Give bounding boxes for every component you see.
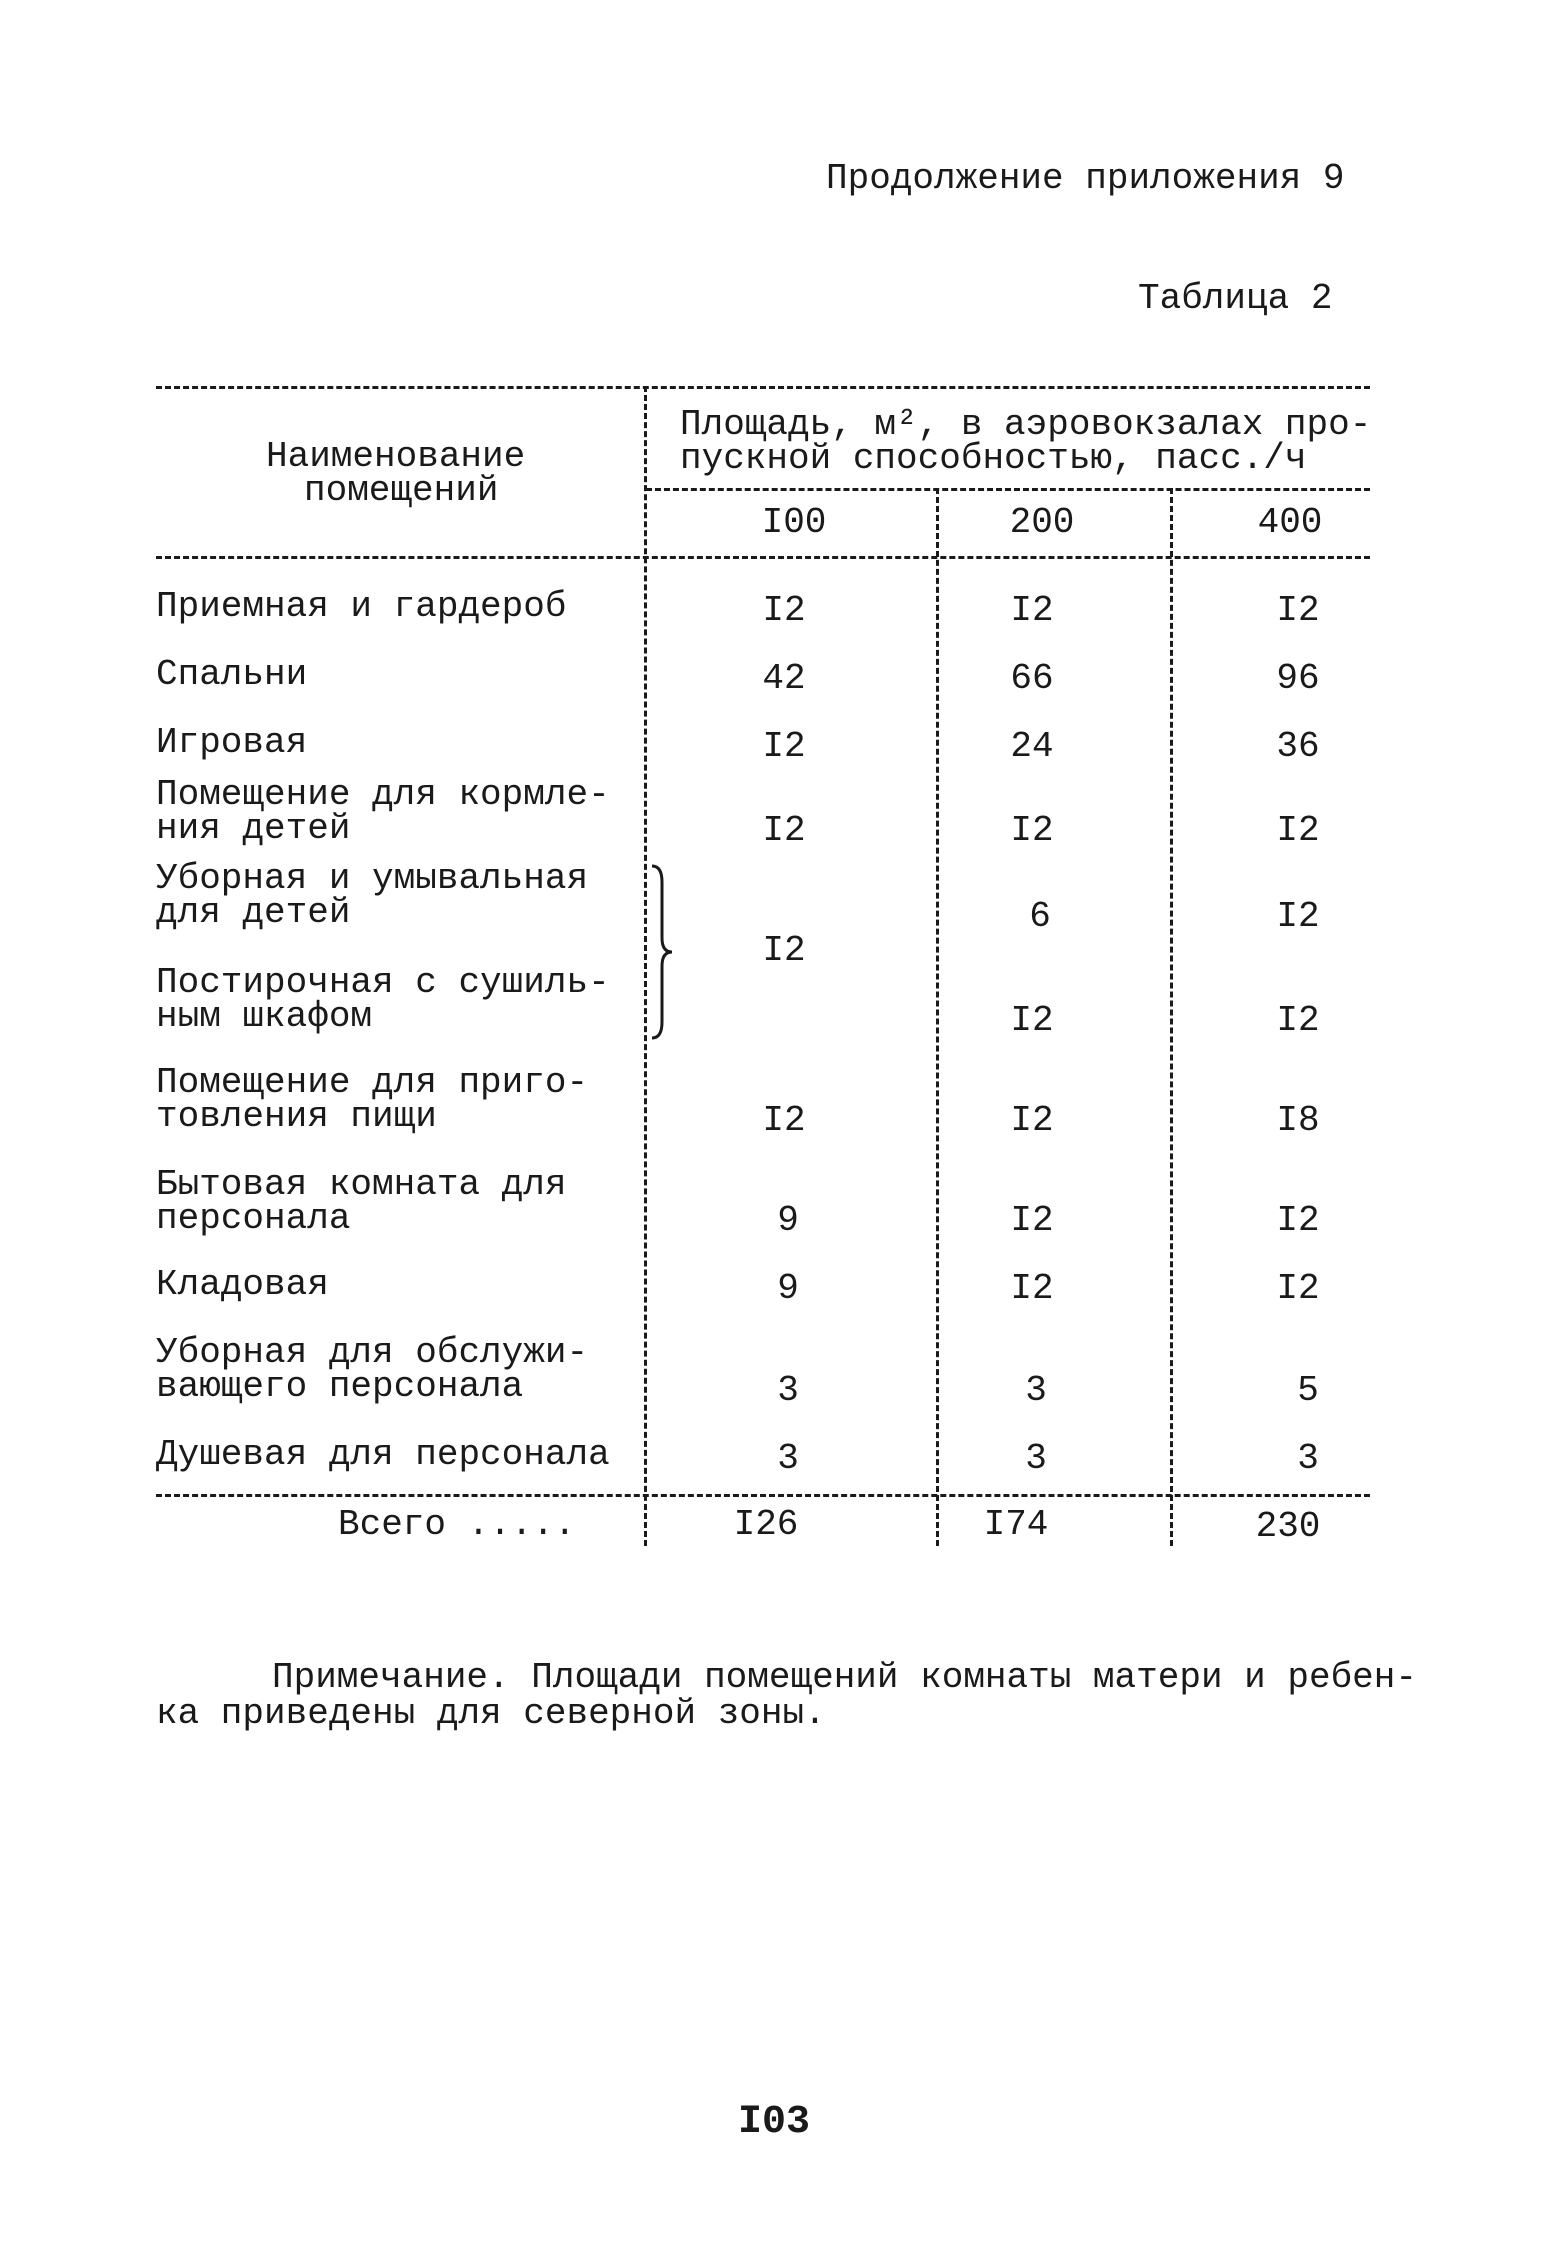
cell-value: 5 (1297, 1370, 1319, 1411)
capacity-400: 400 (1257, 502, 1323, 543)
cell-value: I2 (762, 726, 806, 767)
brace-icon (648, 862, 678, 1042)
cell-value: I2 (762, 810, 806, 851)
continuation-label: Продолжение приложения 9 (826, 158, 1345, 199)
table-label: Таблица 2 (1138, 278, 1333, 319)
merged-cell-value: I2 (762, 930, 806, 971)
cell-value: 3 (777, 1438, 799, 1479)
total-value: I26 (733, 1504, 799, 1545)
row-name: вающего персонала (156, 1366, 524, 1407)
row-name: Уборная и умывальная (156, 858, 589, 899)
row-name: персонала (156, 1198, 351, 1239)
cell-value: 3 (1025, 1370, 1047, 1411)
cell-value: 96 (1276, 658, 1320, 699)
cell-value: 42 (762, 658, 806, 699)
row-name: Помещение для кормле- (156, 774, 610, 815)
cell-value: I2 (1276, 1200, 1320, 1241)
row-name: для детей (156, 892, 351, 933)
row-name: товления пищи (156, 1096, 437, 1137)
row-name: Уборная для обслужи- (156, 1332, 589, 1373)
row-name: Помещение для приго- (156, 1062, 589, 1103)
cell-value: I2 (1276, 1268, 1320, 1309)
cell-value: 3 (1297, 1438, 1319, 1479)
total-label: Всего ..... (338, 1504, 576, 1545)
row-name: Бытовая комната для (156, 1164, 567, 1205)
cell-value: I2 (762, 1100, 806, 1141)
cell-value: 9 (777, 1200, 799, 1241)
col-divider-2 (1170, 488, 1173, 1546)
cell-value: I2 (1276, 590, 1320, 631)
cell-value: I2 (1010, 1100, 1054, 1141)
col-name-header-line1: Наименование (266, 436, 526, 477)
group-header-line2: пускной способностью, пасс./ч (680, 438, 1307, 479)
row-name: Постирочная с сушиль- (156, 962, 610, 1003)
totals-rule (156, 1494, 1370, 1497)
capacity-200: 200 (1009, 502, 1075, 543)
row-name: ным шкафом (156, 996, 373, 1037)
header-bottom-rule (156, 556, 1370, 559)
row-name: Спальни (156, 654, 308, 695)
cell-value: I2 (1276, 810, 1320, 851)
row-name: ния детей (156, 808, 351, 849)
cell-value: 3 (777, 1370, 799, 1411)
note-line1: Примечание. Площади помещений комнаты матери и ребен- (272, 1657, 1417, 1698)
cell-value: I2 (1010, 1268, 1054, 1309)
cell-value: 9 (777, 1268, 799, 1309)
note-line2: ка приведены для северной зоны. (156, 1693, 826, 1734)
row-name: Душевая для персонала (156, 1434, 610, 1475)
col-divider-1 (936, 488, 939, 1546)
table-top-rule (156, 386, 1370, 389)
cell-value: 36 (1276, 726, 1320, 767)
cell-value: I2 (1010, 1000, 1054, 1041)
col-name-header-line2: помещений (304, 470, 499, 511)
cell-value: I2 (1010, 810, 1054, 851)
group-header-rule (646, 488, 1370, 491)
total-value: I74 (983, 1504, 1049, 1545)
row-name: Игровая (156, 722, 308, 763)
cell-value: I8 (1276, 1100, 1320, 1141)
total-value: 230 (1255, 1506, 1321, 1547)
col-divider-name (644, 386, 647, 1546)
cell-value: 66 (1010, 658, 1054, 699)
cell-value: I2 (1276, 1000, 1320, 1041)
row-name: Приемная и гардероб (156, 586, 567, 627)
capacity-100: I00 (761, 502, 827, 543)
cell-value: I2 (1276, 896, 1320, 937)
cell-value: 3 (1025, 1438, 1047, 1479)
cell-value: I2 (1010, 1200, 1054, 1241)
cell-value: 6 (1029, 896, 1051, 937)
row-name: Кладовая (156, 1264, 329, 1305)
cell-value: I2 (1010, 590, 1054, 631)
page-number: I03 (738, 2100, 811, 2145)
group-header-line1: Площадь, м², в аэровокзалах про- (680, 404, 1372, 445)
cell-value: I2 (762, 590, 806, 631)
cell-value: 24 (1010, 726, 1054, 767)
